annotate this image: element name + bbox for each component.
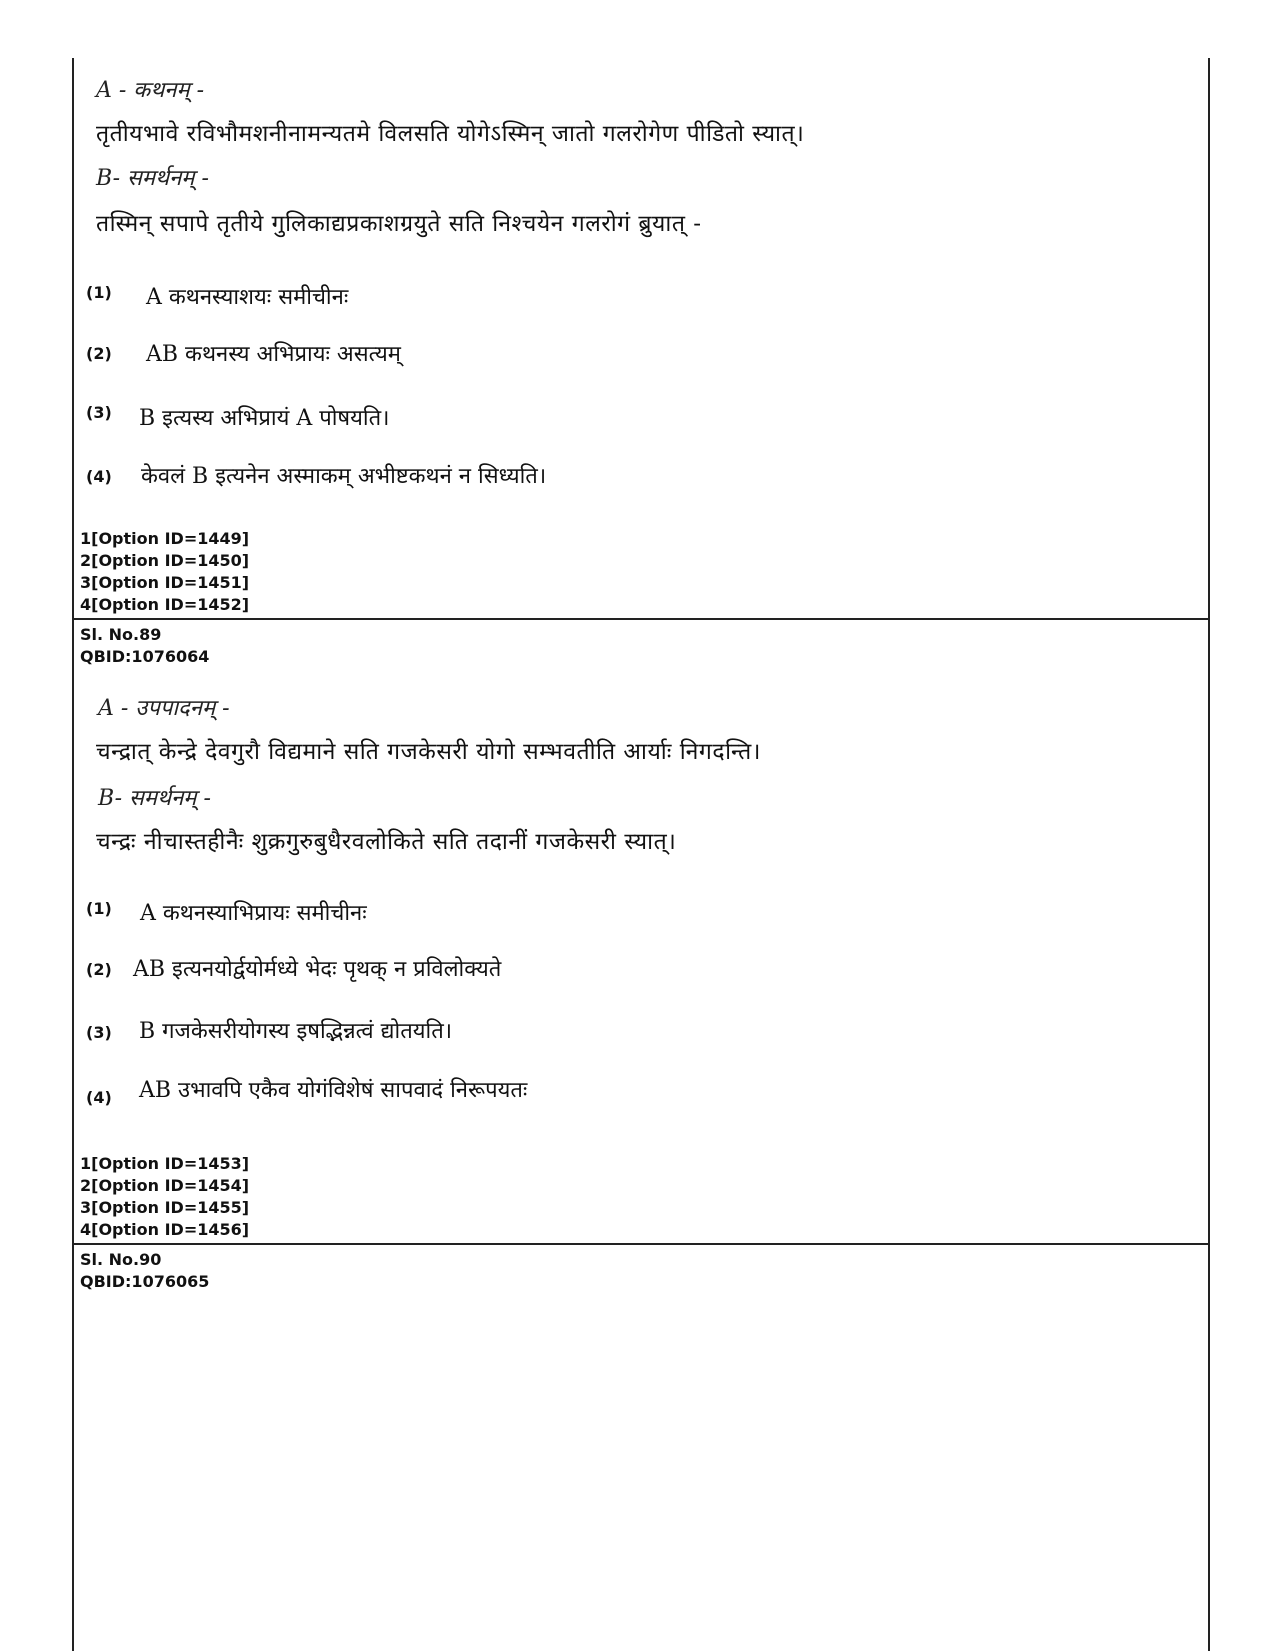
q90-qbid: QBID:1076065 xyxy=(80,1272,210,1291)
question-separator xyxy=(72,618,1210,620)
q89-option-id-4: 4[Option ID=1456] xyxy=(80,1220,250,1239)
q88-statement-a-text: तृतीयभावे रविभौमशनीनामन्यतमे विलसति योगेऽस्मिन् जातो गलरोगेण पीडितो स्यात्। xyxy=(96,121,805,147)
q89-header xyxy=(80,624,209,668)
q89-option-4-number: (4) xyxy=(86,1088,112,1107)
q88-option-id-3: 3[Option ID=1451] xyxy=(80,573,250,592)
q88-option-1-number: (1) xyxy=(86,283,112,302)
q89-option-3-number: (3) xyxy=(86,1023,112,1042)
q89-statement-b-label: B- समर्थनम् - xyxy=(98,786,211,811)
q89-option-id-3: 3[Option ID=1455] xyxy=(80,1198,250,1217)
q89-option-1-number: (1) xyxy=(86,899,112,918)
q89-qbid: QBID:1076064 xyxy=(80,647,210,666)
q88-statement-b-text: तस्मिन् सपापे तृतीये गुलिकाद्यप्रकाशग्रयुते सति निश्चयेन गलरोगं ब्रुयात् - xyxy=(96,211,702,237)
q90-header xyxy=(80,1249,209,1293)
q88-option-1-text: A कथनस्याशयः समीचीनः xyxy=(146,285,349,310)
q89-statement-a-text: चन्द्रात् केन्द्रे देवगुरौ विद्यमाने सति गजकेसरी योगो सम्भवतीति आर्याः निगदन्ति। xyxy=(96,739,761,765)
q90-serial-number: Sl. No.90 xyxy=(80,1250,162,1269)
q88-option-4-text: केवलं B इत्यनेन अस्माकम् अभीष्टकथनं न सिध्यति। xyxy=(141,464,547,489)
q88-statement-a-label: A - कथनम् - xyxy=(96,78,205,103)
q89-serial-number: Sl. No.89 xyxy=(80,625,162,644)
q88-option-ids xyxy=(80,528,249,616)
q89-option-3-text: B गजकेसरीयोगस्य इषद्भिन्नत्वं द्योतयति। xyxy=(139,1019,453,1044)
q89-option-2-number: (2) xyxy=(86,960,112,979)
question-separator xyxy=(72,1243,1210,1245)
q88-statement-b-label: B- समर्थनम् - xyxy=(96,166,209,191)
q89-option-2-text: AB इत्यनयोर्द्वयोर्मध्ये भेदः पृथक् न प्रविलोक्यते xyxy=(133,957,502,982)
q88-option-id-2: 2[Option ID=1450] xyxy=(80,551,250,570)
q89-option-id-2: 2[Option ID=1454] xyxy=(80,1176,250,1195)
q88-option-id-4: 4[Option ID=1452] xyxy=(80,595,250,614)
q89-option-ids xyxy=(80,1153,249,1241)
q89-statement-a-label: A - उपपादनम् - xyxy=(98,696,230,721)
q88-option-3-number: (3) xyxy=(86,403,112,422)
q88-option-2-number: (2) xyxy=(86,344,112,363)
q88-option-4-number: (4) xyxy=(86,467,112,486)
page-border-left xyxy=(72,58,74,1651)
q88-option-id-1: 1[Option ID=1449] xyxy=(80,529,250,548)
page-border-right xyxy=(1208,58,1210,1651)
q88-option-2-text: AB कथनस्य अभिप्रायः असत्यम् xyxy=(146,342,401,367)
q89-option-id-1: 1[Option ID=1453] xyxy=(80,1154,250,1173)
q88-option-3-text: B इत्यस्य अभिप्रायं A पोषयति। xyxy=(139,406,390,431)
q89-option-4-text: AB उभावपि एकैव योगंविशेषं सापवादं निरूपयतः xyxy=(139,1078,528,1103)
q89-statement-b-text: चन्द्रः नीचास्तहीनैः शुक्रगुरुबुधैरवलोकिते सति तदानीं गजकेसरी स्यात्। xyxy=(96,829,677,855)
q89-option-1-text: A कथनस्याभिप्रायः समीचीनः xyxy=(140,901,367,926)
